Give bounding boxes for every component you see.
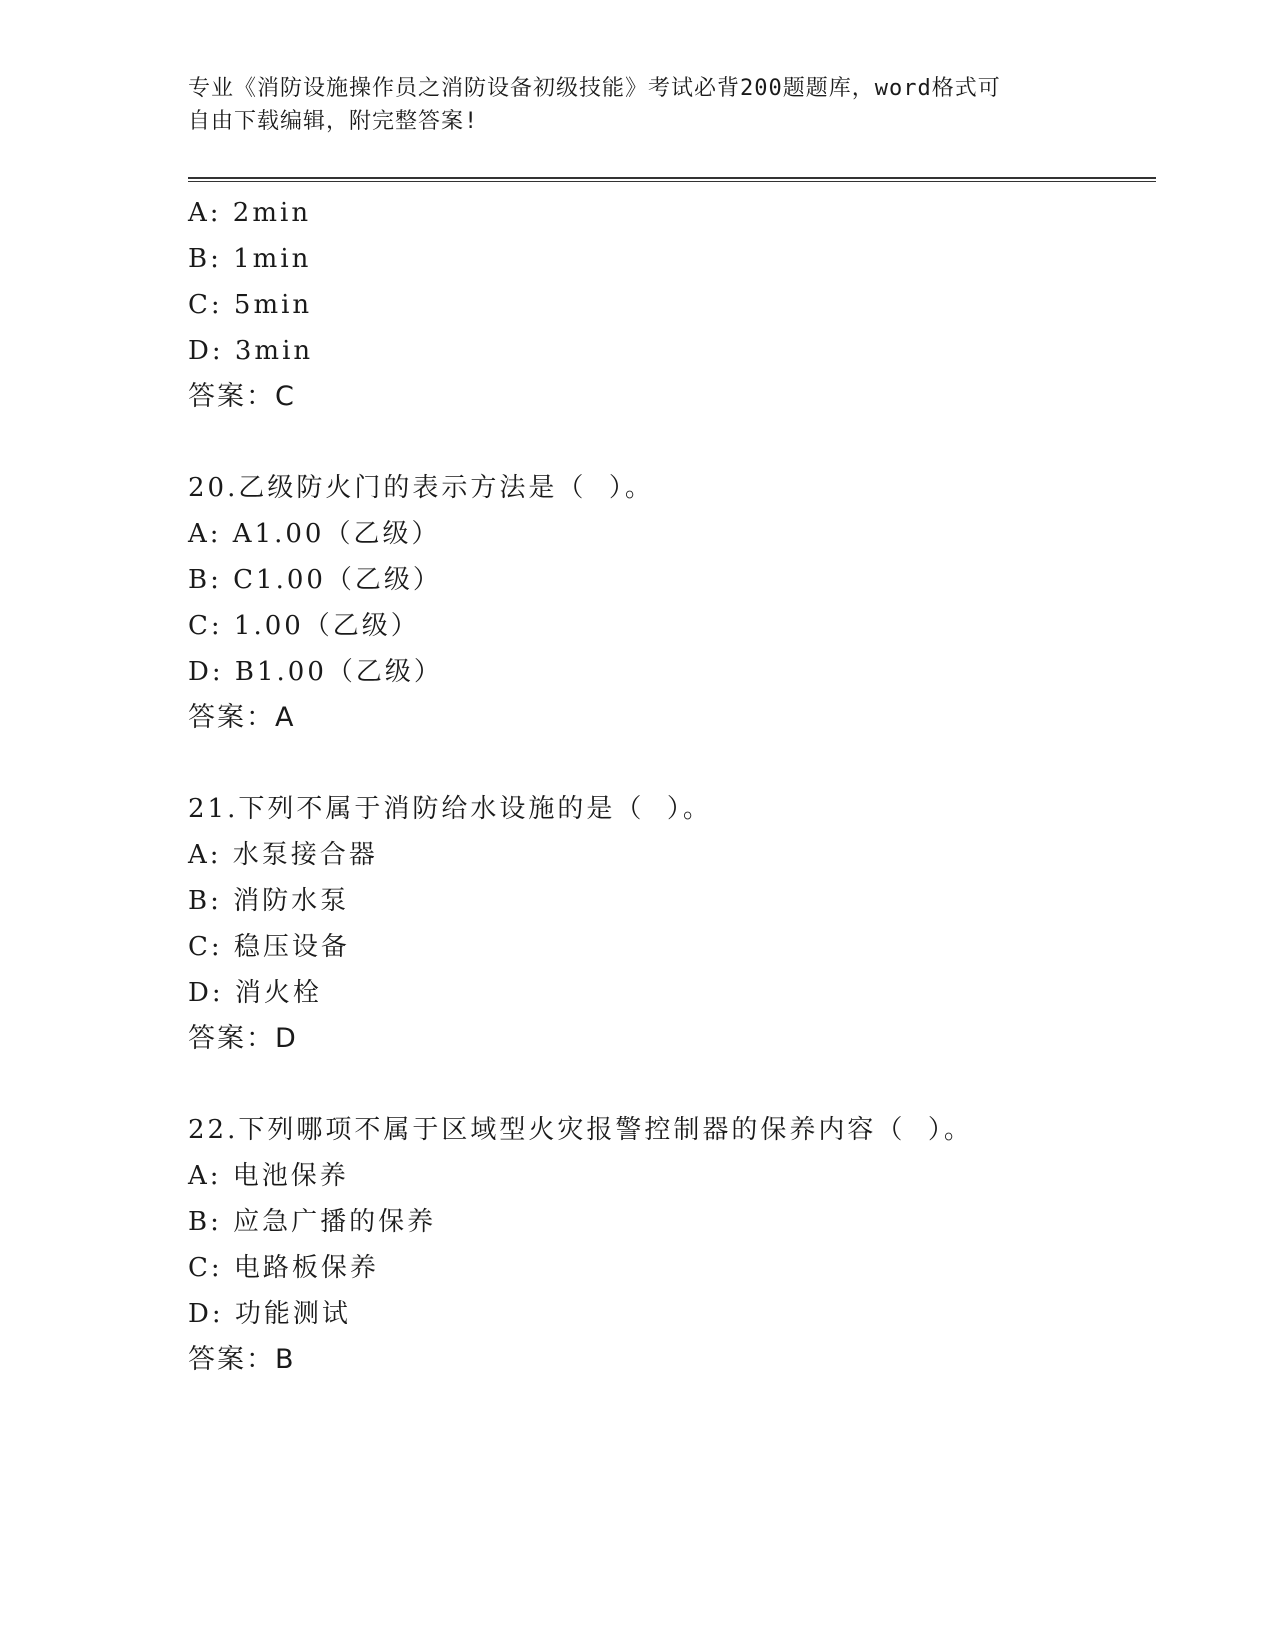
option-d: D: 3min bbox=[188, 336, 314, 366]
question-title: 22.下列哪项不属于区域型火灾报警控制器的保养内容（ ）。 bbox=[188, 1115, 973, 1145]
document-header bbox=[188, 72, 1088, 138]
option-b: B: 1min bbox=[188, 244, 312, 274]
question-block-prev bbox=[188, 190, 1148, 420]
option-b: B: C1.00（乙级） bbox=[188, 565, 442, 595]
option-d: D: B1.00（乙级） bbox=[188, 657, 443, 687]
question-list bbox=[188, 190, 1148, 1383]
option-b: B: 消防水泵 bbox=[188, 886, 350, 916]
header-line-1: 专业《消防设施操作员之消防设备初级技能》考试必背200题题库，word格式可 bbox=[188, 76, 1001, 101]
option-a: A: 2min bbox=[188, 198, 312, 228]
question-block-21 bbox=[188, 786, 1148, 1062]
option-a: A: 电池保养 bbox=[188, 1161, 349, 1191]
option-c: C: 电路板保养 bbox=[188, 1253, 379, 1283]
option-b: B: 应急广播的保养 bbox=[188, 1207, 437, 1237]
option-a: A: 水泵接合器 bbox=[188, 840, 378, 870]
answer-line: 答案：D bbox=[188, 1023, 298, 1054]
question-title: 21.下列不属于消防给水设施的是（ ）。 bbox=[188, 794, 712, 824]
answer-line: 答案：B bbox=[188, 1344, 296, 1375]
question-block-22 bbox=[188, 1107, 1148, 1383]
option-c: C: 5min bbox=[188, 290, 313, 320]
option-d: D: 功能测试 bbox=[188, 1299, 351, 1329]
question-block-20 bbox=[188, 465, 1148, 741]
option-d: D: 消火栓 bbox=[188, 978, 322, 1008]
header-divider-bottom bbox=[188, 181, 1156, 182]
option-c: C: 稳压设备 bbox=[188, 932, 350, 962]
option-a: A: A1.00（乙级） bbox=[188, 519, 441, 549]
option-c: C: 1.00（乙级） bbox=[188, 611, 420, 641]
answer-line: 答案：A bbox=[188, 702, 296, 733]
answer-line: 答案：C bbox=[188, 381, 296, 412]
header-divider-top bbox=[188, 177, 1156, 179]
header-line-2: 自由下载编辑，附完整答案! bbox=[188, 109, 479, 134]
question-title: 20.乙级防火门的表示方法是（ ）。 bbox=[188, 473, 654, 503]
